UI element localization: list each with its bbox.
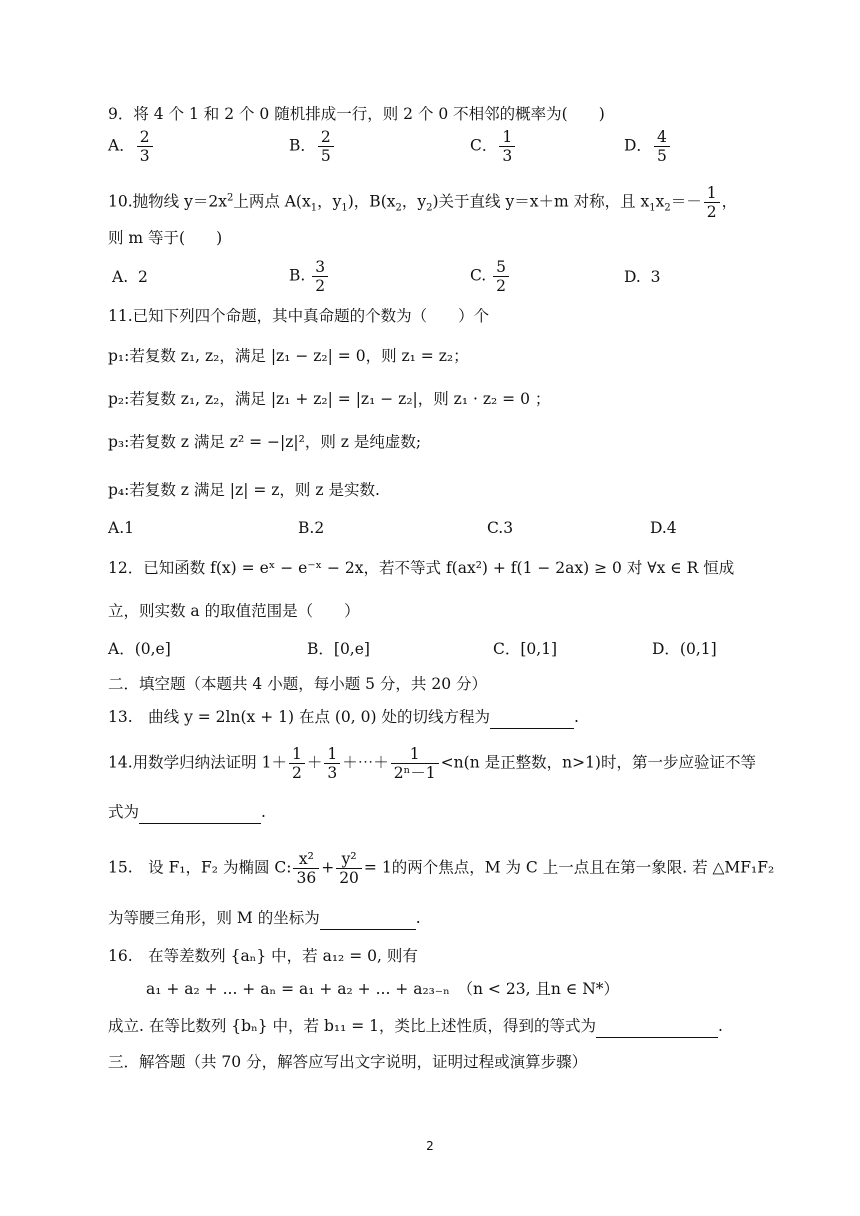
q16-line3: 成立. 在等比数列 {bₙ} 中，若 b₁₁ = 1，类比上述性质，得到的等式为 . xyxy=(108,1014,723,1038)
q16-line2: a₁ + a₂ + ... + aₙ = a₁ + a₂ + ... + a₂₃₋ₙ （n < 23, 且n ∈ N*） xyxy=(146,980,620,998)
q12-option-b: B．[0,e] xyxy=(307,640,370,658)
q14-answer-blank[interactable] xyxy=(139,805,261,824)
q16-line1: 16. 在等差数列 {aₙ} 中，若 a₁₂ = 0, 则有 xyxy=(108,947,418,965)
q11-p1: p₁:若复数 z₁, z₂，满足 |z₁ − z₂| = 0，则 z₁ = z₂； xyxy=(108,347,469,365)
section-3-heading: 三．解答题（共 70 分，解答应写出文字说明，证明过程或演算步骤） xyxy=(108,1053,588,1071)
q11-option-b: B.2 xyxy=(298,519,325,537)
q9-stem: 9．将 4 个 1 和 2 个 0 随机排成一行，则 2 个 0 不相邻的概率为( ) xyxy=(108,105,605,123)
q11-option-d: D.4 xyxy=(650,519,677,537)
q10-option-c: C. $\frac{5}{2}$ xyxy=(470,258,511,295)
q12-option-c: C．[0,1] xyxy=(493,640,558,658)
page-number: 2 xyxy=(426,1139,434,1153)
q11-p2: p₂:若复数 z₁, z₂，满足 |z₁ + z₂| = |z₁ − z₂|，则 z₁ · z₂ = 0 ； xyxy=(108,390,551,408)
q16-answer-blank[interactable] xyxy=(596,1019,718,1038)
q12-line1: 12．已知函数 f(x) = eˣ − e⁻ˣ − 2x，若不等式 f(ax²) + f(1 − 2ax) ≥ 0 对 ∀x ∈ R 恒成 xyxy=(108,559,735,577)
q15-line2: 为等腰三角形，则 M 的坐标为 . xyxy=(108,906,421,930)
q11-p3: p₃:若复数 z 满足 z² = −|z|²，则 z 是纯虚数; xyxy=(108,433,422,451)
q10-line2: 则 m 等于( ) xyxy=(108,229,223,247)
q12-option-a: A．(0,e] xyxy=(108,640,171,658)
q9-option-c: C． $\frac{1}{3}$ xyxy=(470,128,517,165)
q14-line1: 14.用数学归纳法证明 1＋ $\frac{1}{2}$ ＋ $\frac{1}{3}$ ＋⋯＋ $\frac{1}{\text{2ⁿ－1}}$ <n(n 是正整数，n>1)时，第一步应验证不等 xyxy=(108,745,756,782)
q15-line1: 15. 设 F₁，F₂ 为椭圆 C: $\frac{\text{x²}}{36}$ + $\frac{\text{y²}}{20}$ = 1的两个焦点，M 为 C 上一点且在第一象限. 若 △MF₁F₂ xyxy=(108,850,775,887)
q12-option-d: D．(0,1] xyxy=(652,640,717,658)
q11-option-a: A.1 xyxy=(108,519,134,537)
q13: 13. 曲线 y = 2ln(x + 1) 在点 (0, 0) 处的切线方程为 . xyxy=(108,705,579,729)
q9-option-d: D． $\frac{4}{5}$ xyxy=(624,128,672,165)
q15-answer-blank[interactable] xyxy=(320,911,416,930)
q10-option-a: A. 2 xyxy=(112,268,148,286)
q11-stem: 11.已知下列四个命题，其中真命题的个数为（ ）个 xyxy=(108,307,490,325)
q11-option-c: C.3 xyxy=(487,519,514,537)
q10-option-d: D. 3 xyxy=(624,268,661,286)
q9-option-b: B． $\frac{2}{5}$ xyxy=(289,128,336,165)
q10-option-b: B. $\frac{3}{2}$ xyxy=(289,258,330,295)
q9-option-a: A． $\frac{2}{3}$ xyxy=(108,128,155,165)
q12-line2: 立，则实数 a 的取值范围是（ ） xyxy=(108,602,360,620)
q14-line2: 式为 . xyxy=(108,800,266,824)
q11-p4: p₄:若复数 z 满足 |z| = z，则 z 是实数. xyxy=(108,481,380,499)
section-2-heading: 二．填空题（本题共 4 小题，每小题 5 分，共 20 分） xyxy=(108,675,488,693)
q10-stem: 10.抛物线 $y=2x^2$上两点 $A(x_1$，$y_1$)，$B(x_2$，$y_2$)关于直线 y＝x＋m 对称，且 $x_1x_2=-$ $\frac{1}{2}$ ， xyxy=(108,184,738,221)
q13-answer-blank[interactable] xyxy=(490,710,574,729)
